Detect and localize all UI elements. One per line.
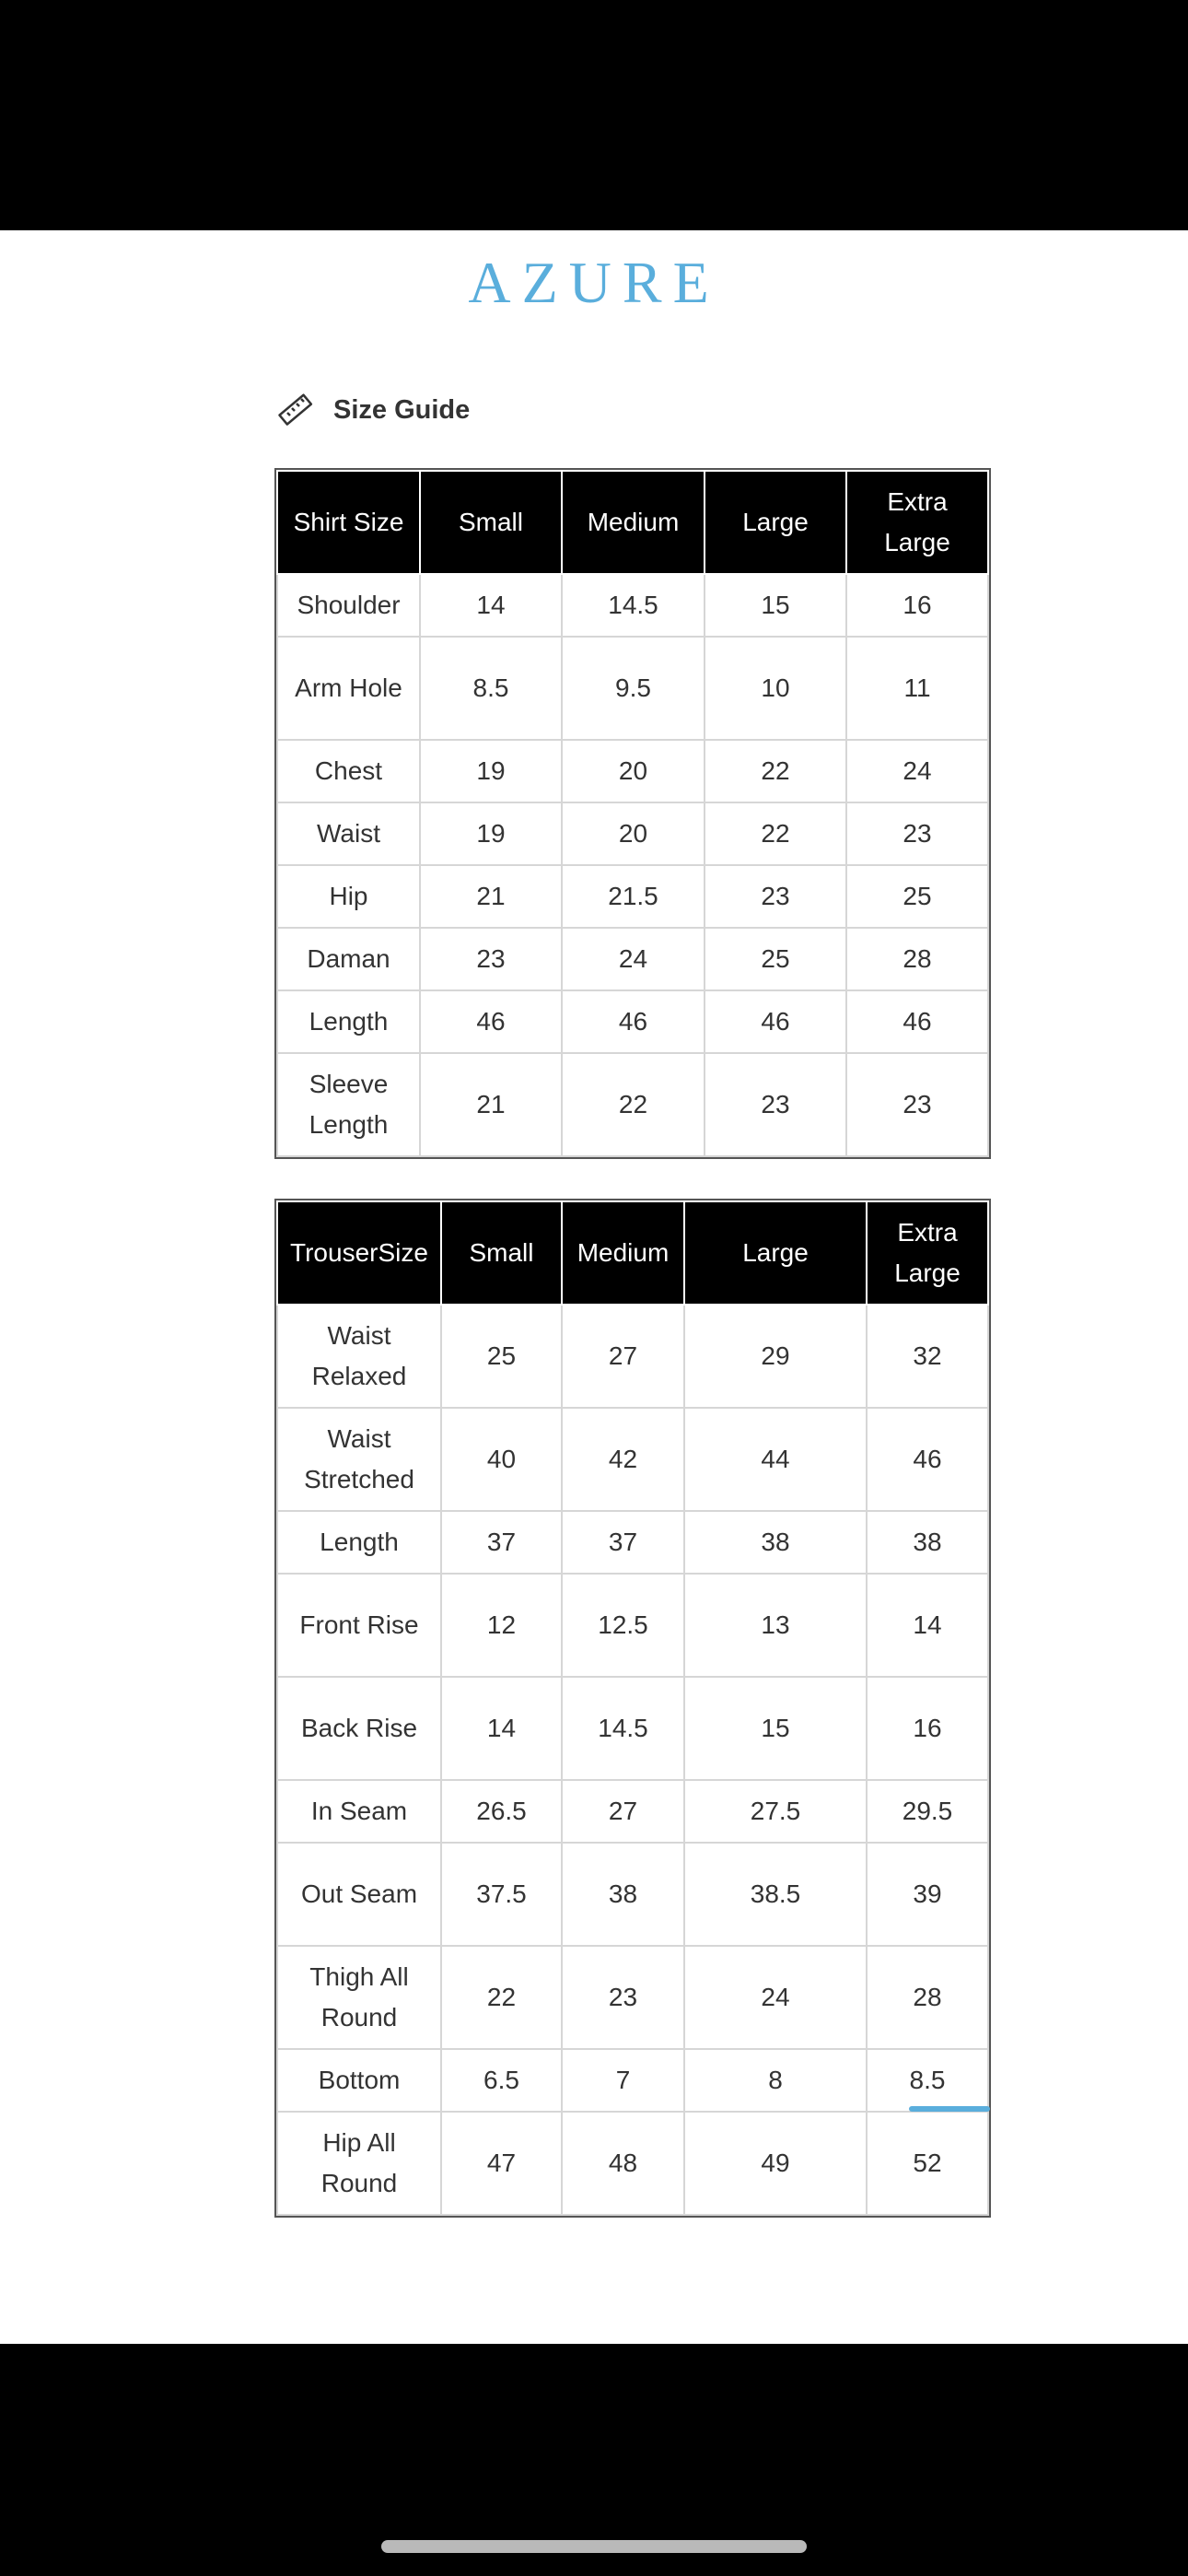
trouser-row-label: In Seam	[277, 1780, 441, 1843]
shirt-cell: 24	[846, 740, 988, 802]
shirt-row-label: Hip	[277, 865, 420, 928]
trouser-size-table	[276, 1200, 989, 2216]
shirt-cell: 21	[420, 865, 562, 928]
shirt-cell: 22	[562, 1053, 705, 1156]
trouser-cell: 22	[441, 1946, 562, 2049]
shirt-cell: 28	[846, 928, 988, 990]
size-guide-header	[276, 387, 470, 433]
shirt-row-label: Waist	[277, 802, 420, 865]
trouser-cell: 24	[684, 1946, 867, 2049]
trouser-cell: 29.5	[867, 1780, 988, 1843]
shirt-cell: 19	[420, 802, 562, 865]
trouser-cell: 27.5	[684, 1780, 867, 1843]
shirt-cell: 21	[420, 1053, 562, 1156]
shirt-row-label: Daman	[277, 928, 420, 990]
shirt-header-cell: Large	[705, 471, 846, 574]
trouser-row	[277, 1780, 988, 1843]
scroll-indicator	[909, 2106, 990, 2112]
trouser-cell: 23	[562, 1946, 684, 2049]
trouser-cell: 52	[867, 2112, 988, 2215]
trouser-cell: 16	[867, 1677, 988, 1780]
trouser-cell: 8.5	[867, 2049, 988, 2112]
ruler-icon	[276, 391, 315, 429]
trouser-cell: 49	[684, 2112, 867, 2215]
trouser-row-label: Waist Stretched	[277, 1408, 441, 1511]
shirt-cell: 23	[846, 1053, 988, 1156]
shirt-cell: 11	[846, 637, 988, 740]
trouser-row	[277, 1511, 988, 1574]
trouser-cell: 12.5	[562, 1574, 684, 1677]
trouser-header-cell: TrouserSize	[277, 1201, 441, 1305]
shirt-header-row	[277, 471, 988, 574]
shirt-cell: 8.5	[420, 637, 562, 740]
trouser-cell: 37.5	[441, 1843, 562, 1946]
shirt-header-cell: Extra Large	[846, 471, 988, 574]
shirt-cell: 23	[705, 865, 846, 928]
trouser-row-label: Waist Relaxed	[277, 1305, 441, 1408]
trouser-cell: 47	[441, 2112, 562, 2215]
trouser-row-label: Thigh All Round	[277, 1946, 441, 2049]
shirt-cell: 22	[705, 740, 846, 802]
trouser-cell: 38	[562, 1843, 684, 1946]
shirt-cell: 23	[420, 928, 562, 990]
shirt-row	[277, 802, 988, 865]
shirt-row-label: Length	[277, 990, 420, 1053]
trouser-header-cell: Medium	[562, 1201, 684, 1305]
trouser-cell: 44	[684, 1408, 867, 1511]
shirt-row	[277, 740, 988, 802]
trouser-cell: 26.5	[441, 1780, 562, 1843]
top-black-bar	[0, 0, 1188, 230]
trouser-cell: 38	[684, 1511, 867, 1574]
trouser-header-cell: Small	[441, 1201, 562, 1305]
trouser-row	[277, 1946, 988, 2049]
shirt-row-label: Arm Hole	[277, 637, 420, 740]
shirt-cell: 23	[846, 802, 988, 865]
shirt-cell: 10	[705, 637, 846, 740]
trouser-row-label: Bottom	[277, 2049, 441, 2112]
trouser-cell: 42	[562, 1408, 684, 1511]
shirt-cell: 25	[705, 928, 846, 990]
trouser-cell: 28	[867, 1946, 988, 2049]
trouser-cell: 46	[867, 1408, 988, 1511]
trouser-cell: 48	[562, 2112, 684, 2215]
brand-logo[interactable]: AZURE	[468, 250, 720, 315]
trouser-cell: 32	[867, 1305, 988, 1408]
shirt-cell: 46	[420, 990, 562, 1053]
trouser-row	[277, 2112, 988, 2215]
shirt-cell: 14	[420, 574, 562, 637]
shirt-row	[277, 637, 988, 740]
shirt-header-cell: Shirt Size	[277, 471, 420, 574]
shirt-cell: 20	[562, 740, 705, 802]
shirt-row	[277, 574, 988, 637]
trouser-cell: 40	[441, 1408, 562, 1511]
shirt-cell: 46	[846, 990, 988, 1053]
shirt-cell: 46	[562, 990, 705, 1053]
trouser-cell: 7	[562, 2049, 684, 2112]
trouser-cell: 14	[441, 1677, 562, 1780]
shirt-row-label: Chest	[277, 740, 420, 802]
trouser-cell: 38.5	[684, 1843, 867, 1946]
trouser-cell: 12	[441, 1574, 562, 1677]
trouser-row-label: Back Rise	[277, 1677, 441, 1780]
trouser-row	[277, 1305, 988, 1408]
shirt-header-cell: Small	[420, 471, 562, 574]
trouser-cell: 6.5	[441, 2049, 562, 2112]
trouser-header-cell: Extra Large	[867, 1201, 988, 1305]
shirt-cell: 16	[846, 574, 988, 637]
trouser-row	[277, 1574, 988, 1677]
shirt-cell: 9.5	[562, 637, 705, 740]
trouser-row-label: Length	[277, 1511, 441, 1574]
shirt-row	[277, 928, 988, 990]
trouser-cell: 13	[684, 1574, 867, 1677]
trouser-cell: 15	[684, 1677, 867, 1780]
trouser-row-label: Hip All Round	[277, 2112, 441, 2215]
trouser-row-label: Front Rise	[277, 1574, 441, 1677]
shirt-row	[277, 1053, 988, 1156]
trouser-cell: 14.5	[562, 1677, 684, 1780]
shirt-cell: 20	[562, 802, 705, 865]
shirt-row	[277, 990, 988, 1053]
trouser-cell: 37	[441, 1511, 562, 1574]
trouser-row-label: Out Seam	[277, 1843, 441, 1946]
shirt-cell: 21.5	[562, 865, 705, 928]
trouser-cell: 25	[441, 1305, 562, 1408]
trouser-header-row	[277, 1201, 988, 1305]
shirt-cell: 46	[705, 990, 846, 1053]
trouser-row	[277, 1408, 988, 1511]
shirt-size-table	[276, 470, 989, 1157]
shirt-cell: 14.5	[562, 574, 705, 637]
shirt-cell: 19	[420, 740, 562, 802]
shirt-header-cell: Medium	[562, 471, 705, 574]
trouser-row	[277, 1677, 988, 1780]
shirt-cell: 25	[846, 865, 988, 928]
trouser-cell: 14	[867, 1574, 988, 1677]
trouser-cell: 27	[562, 1780, 684, 1843]
trouser-cell: 37	[562, 1511, 684, 1574]
size-guide-title: Size Guide	[333, 394, 471, 425]
shirt-row-label: Sleeve Length	[277, 1053, 420, 1156]
trouser-cell: 29	[684, 1305, 867, 1408]
shirt-cell: 24	[562, 928, 705, 990]
trouser-row	[277, 1843, 988, 1946]
shirt-row-label: Shoulder	[277, 574, 420, 637]
home-indicator[interactable]	[381, 2540, 807, 2553]
trouser-cell: 38	[867, 1511, 988, 1574]
shirt-cell: 22	[705, 802, 846, 865]
trouser-cell: 39	[867, 1843, 988, 1946]
trouser-header-cell: Large	[684, 1201, 867, 1305]
trouser-cell: 8	[684, 2049, 867, 2112]
trouser-cell: 27	[562, 1305, 684, 1408]
shirt-cell: 23	[705, 1053, 846, 1156]
trouser-row	[277, 2049, 988, 2112]
shirt-row	[277, 865, 988, 928]
shirt-cell: 15	[705, 574, 846, 637]
